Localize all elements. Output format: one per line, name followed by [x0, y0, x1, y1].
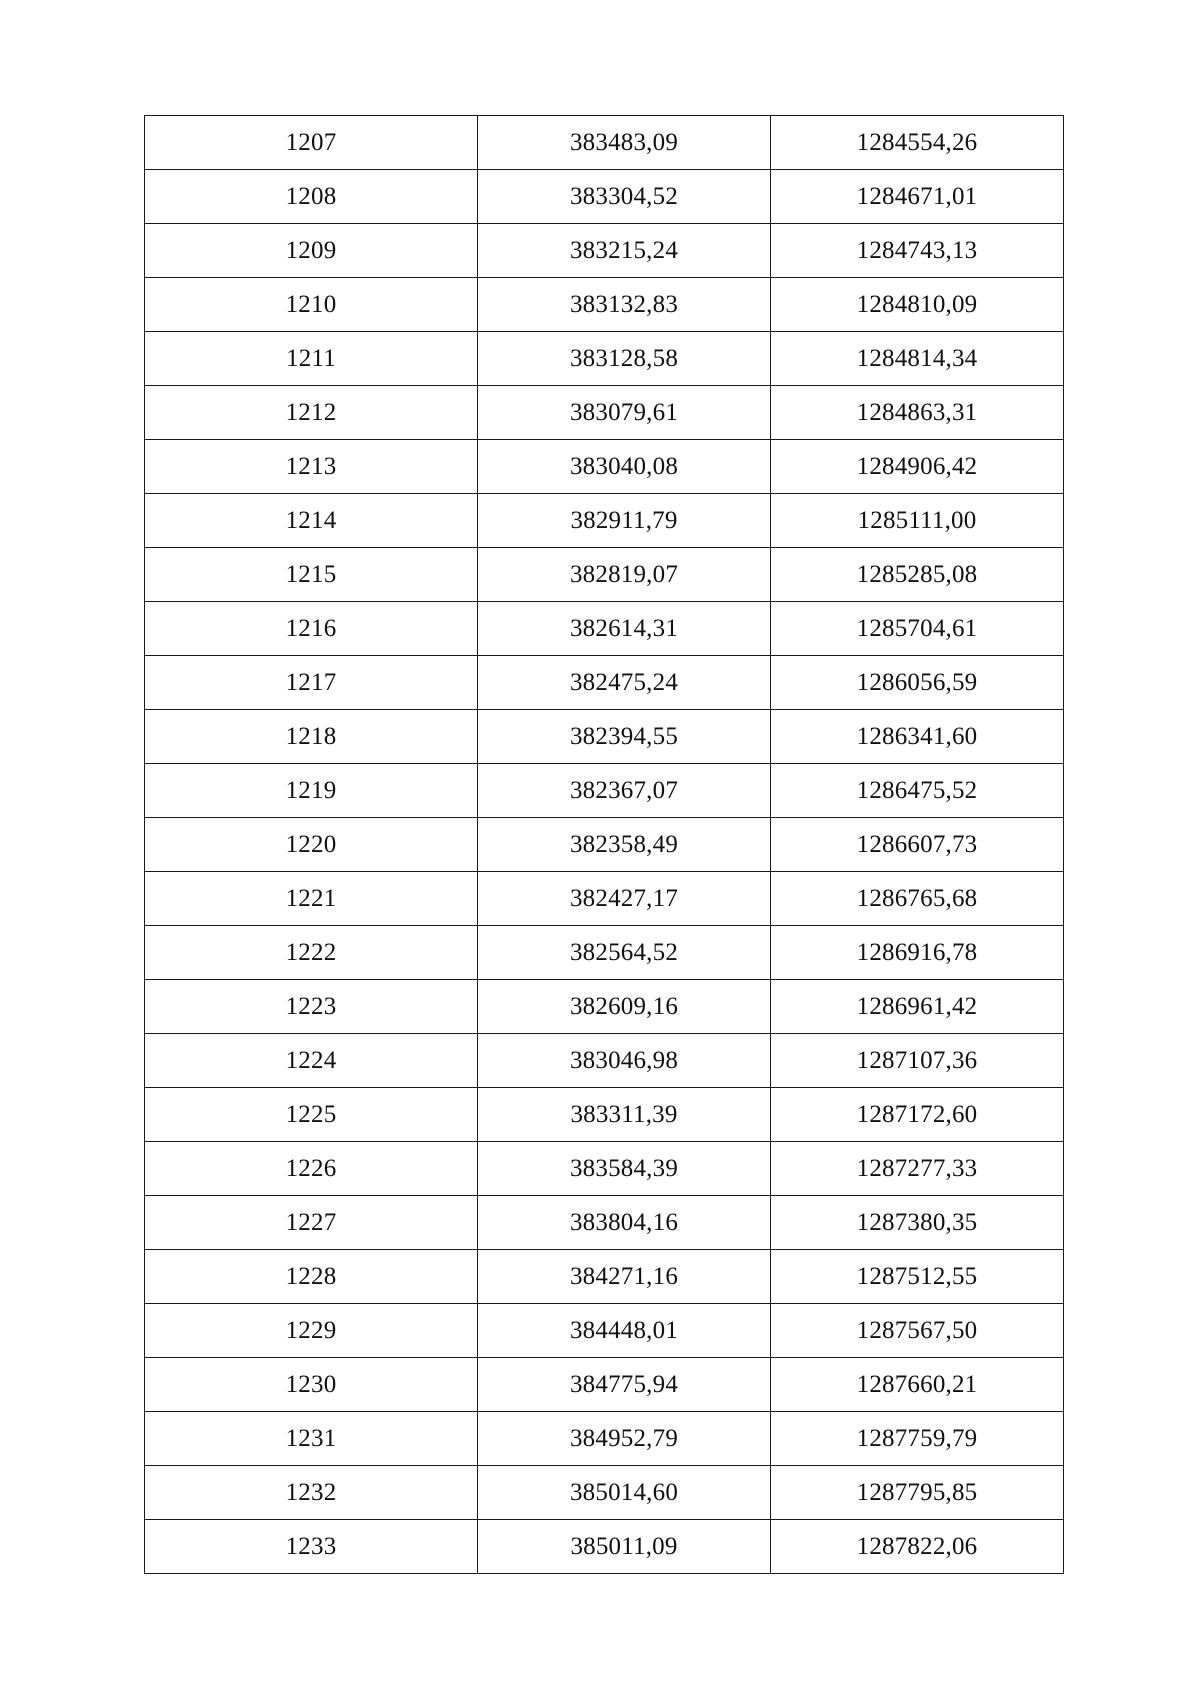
y-coordinate-cell: 1287822,06 — [771, 1520, 1064, 1574]
y-coordinate-cell: 1287759,79 — [771, 1412, 1064, 1466]
x-coordinate-cell: 382427,17 — [478, 872, 771, 926]
table-row — [145, 980, 1064, 1034]
table-row — [145, 926, 1064, 980]
x-coordinate-cell: 383046,98 — [478, 1034, 771, 1088]
point-number-cell: 1232 — [145, 1466, 478, 1520]
point-number-cell: 1231 — [145, 1412, 478, 1466]
y-coordinate-cell: 1286765,68 — [771, 872, 1064, 926]
x-coordinate-cell: 382564,52 — [478, 926, 771, 980]
x-coordinate-cell: 382911,79 — [478, 494, 771, 548]
table-row — [145, 872, 1064, 926]
y-coordinate-cell: 1285111,00 — [771, 494, 1064, 548]
table-row — [145, 1466, 1064, 1520]
point-number-cell: 1230 — [145, 1358, 478, 1412]
point-number-cell: 1214 — [145, 494, 478, 548]
x-coordinate-cell: 382819,07 — [478, 548, 771, 602]
y-coordinate-cell: 1286916,78 — [771, 926, 1064, 980]
x-coordinate-cell: 383804,16 — [478, 1196, 771, 1250]
table-row — [145, 332, 1064, 386]
table-row — [145, 1088, 1064, 1142]
table-row — [145, 1412, 1064, 1466]
point-number-cell: 1229 — [145, 1304, 478, 1358]
y-coordinate-cell: 1284906,42 — [771, 440, 1064, 494]
point-number-cell: 1207 — [145, 116, 478, 170]
y-coordinate-cell: 1287277,33 — [771, 1142, 1064, 1196]
y-coordinate-cell: 1287107,36 — [771, 1034, 1064, 1088]
point-number-cell: 1213 — [145, 440, 478, 494]
point-number-cell: 1208 — [145, 170, 478, 224]
x-coordinate-cell: 383304,52 — [478, 170, 771, 224]
point-number-cell: 1220 — [145, 818, 478, 872]
y-coordinate-cell: 1284743,13 — [771, 224, 1064, 278]
point-number-cell: 1233 — [145, 1520, 478, 1574]
table-row — [145, 170, 1064, 224]
table-row — [145, 818, 1064, 872]
y-coordinate-cell: 1284863,31 — [771, 386, 1064, 440]
x-coordinate-cell: 383128,58 — [478, 332, 771, 386]
y-coordinate-cell: 1287380,35 — [771, 1196, 1064, 1250]
x-coordinate-cell: 385014,60 — [478, 1466, 771, 1520]
table-row — [145, 1034, 1064, 1088]
x-coordinate-cell: 382367,07 — [478, 764, 771, 818]
table-row — [145, 548, 1064, 602]
y-coordinate-cell: 1284554,26 — [771, 116, 1064, 170]
point-number-cell: 1226 — [145, 1142, 478, 1196]
point-number-cell: 1223 — [145, 980, 478, 1034]
table-row — [145, 764, 1064, 818]
point-number-cell: 1211 — [145, 332, 478, 386]
point-number-cell: 1217 — [145, 656, 478, 710]
point-number-cell: 1218 — [145, 710, 478, 764]
table-row — [145, 602, 1064, 656]
y-coordinate-cell: 1284671,01 — [771, 170, 1064, 224]
point-number-cell: 1221 — [145, 872, 478, 926]
y-coordinate-cell: 1286961,42 — [771, 980, 1064, 1034]
x-coordinate-cell: 383311,39 — [478, 1088, 771, 1142]
x-coordinate-cell: 382614,31 — [478, 602, 771, 656]
x-coordinate-cell: 384952,79 — [478, 1412, 771, 1466]
coordinates-table — [144, 115, 1064, 1574]
point-number-cell: 1212 — [145, 386, 478, 440]
y-coordinate-cell: 1287795,85 — [771, 1466, 1064, 1520]
y-coordinate-cell: 1286056,59 — [771, 656, 1064, 710]
x-coordinate-cell: 384271,16 — [478, 1250, 771, 1304]
table-row — [145, 1304, 1064, 1358]
table-row — [145, 440, 1064, 494]
point-number-cell: 1215 — [145, 548, 478, 602]
table-row — [145, 116, 1064, 170]
point-number-cell: 1227 — [145, 1196, 478, 1250]
y-coordinate-cell: 1284810,09 — [771, 278, 1064, 332]
y-coordinate-cell: 1287172,60 — [771, 1088, 1064, 1142]
y-coordinate-cell: 1285704,61 — [771, 602, 1064, 656]
y-coordinate-cell: 1287512,55 — [771, 1250, 1064, 1304]
y-coordinate-cell: 1284814,34 — [771, 332, 1064, 386]
y-coordinate-cell: 1286475,52 — [771, 764, 1064, 818]
table-row — [145, 224, 1064, 278]
table-row — [145, 656, 1064, 710]
table-row — [145, 710, 1064, 764]
point-number-cell: 1224 — [145, 1034, 478, 1088]
table-row — [145, 1250, 1064, 1304]
x-coordinate-cell: 383483,09 — [478, 116, 771, 170]
x-coordinate-cell: 382394,55 — [478, 710, 771, 764]
point-number-cell: 1209 — [145, 224, 478, 278]
x-coordinate-cell: 382475,24 — [478, 656, 771, 710]
table-row — [145, 1196, 1064, 1250]
point-number-cell: 1225 — [145, 1088, 478, 1142]
point-number-cell: 1216 — [145, 602, 478, 656]
table-row — [145, 494, 1064, 548]
table-row — [145, 278, 1064, 332]
y-coordinate-cell: 1287660,21 — [771, 1358, 1064, 1412]
x-coordinate-cell: 383584,39 — [478, 1142, 771, 1196]
y-coordinate-cell: 1285285,08 — [771, 548, 1064, 602]
y-coordinate-cell: 1287567,50 — [771, 1304, 1064, 1358]
x-coordinate-cell: 383079,61 — [478, 386, 771, 440]
x-coordinate-cell: 382609,16 — [478, 980, 771, 1034]
x-coordinate-cell: 383040,08 — [478, 440, 771, 494]
table-row — [145, 1358, 1064, 1412]
x-coordinate-cell: 383132,83 — [478, 278, 771, 332]
table-row — [145, 1520, 1064, 1574]
point-number-cell: 1228 — [145, 1250, 478, 1304]
x-coordinate-cell: 383215,24 — [478, 224, 771, 278]
x-coordinate-cell: 385011,09 — [478, 1520, 771, 1574]
y-coordinate-cell: 1286341,60 — [771, 710, 1064, 764]
y-coordinate-cell: 1286607,73 — [771, 818, 1064, 872]
x-coordinate-cell: 384448,01 — [478, 1304, 771, 1358]
x-coordinate-cell: 382358,49 — [478, 818, 771, 872]
x-coordinate-cell: 384775,94 — [478, 1358, 771, 1412]
point-number-cell: 1222 — [145, 926, 478, 980]
coordinates-table-body — [145, 116, 1064, 1574]
point-number-cell: 1219 — [145, 764, 478, 818]
table-row — [145, 1142, 1064, 1196]
point-number-cell: 1210 — [145, 278, 478, 332]
table-row — [145, 386, 1064, 440]
